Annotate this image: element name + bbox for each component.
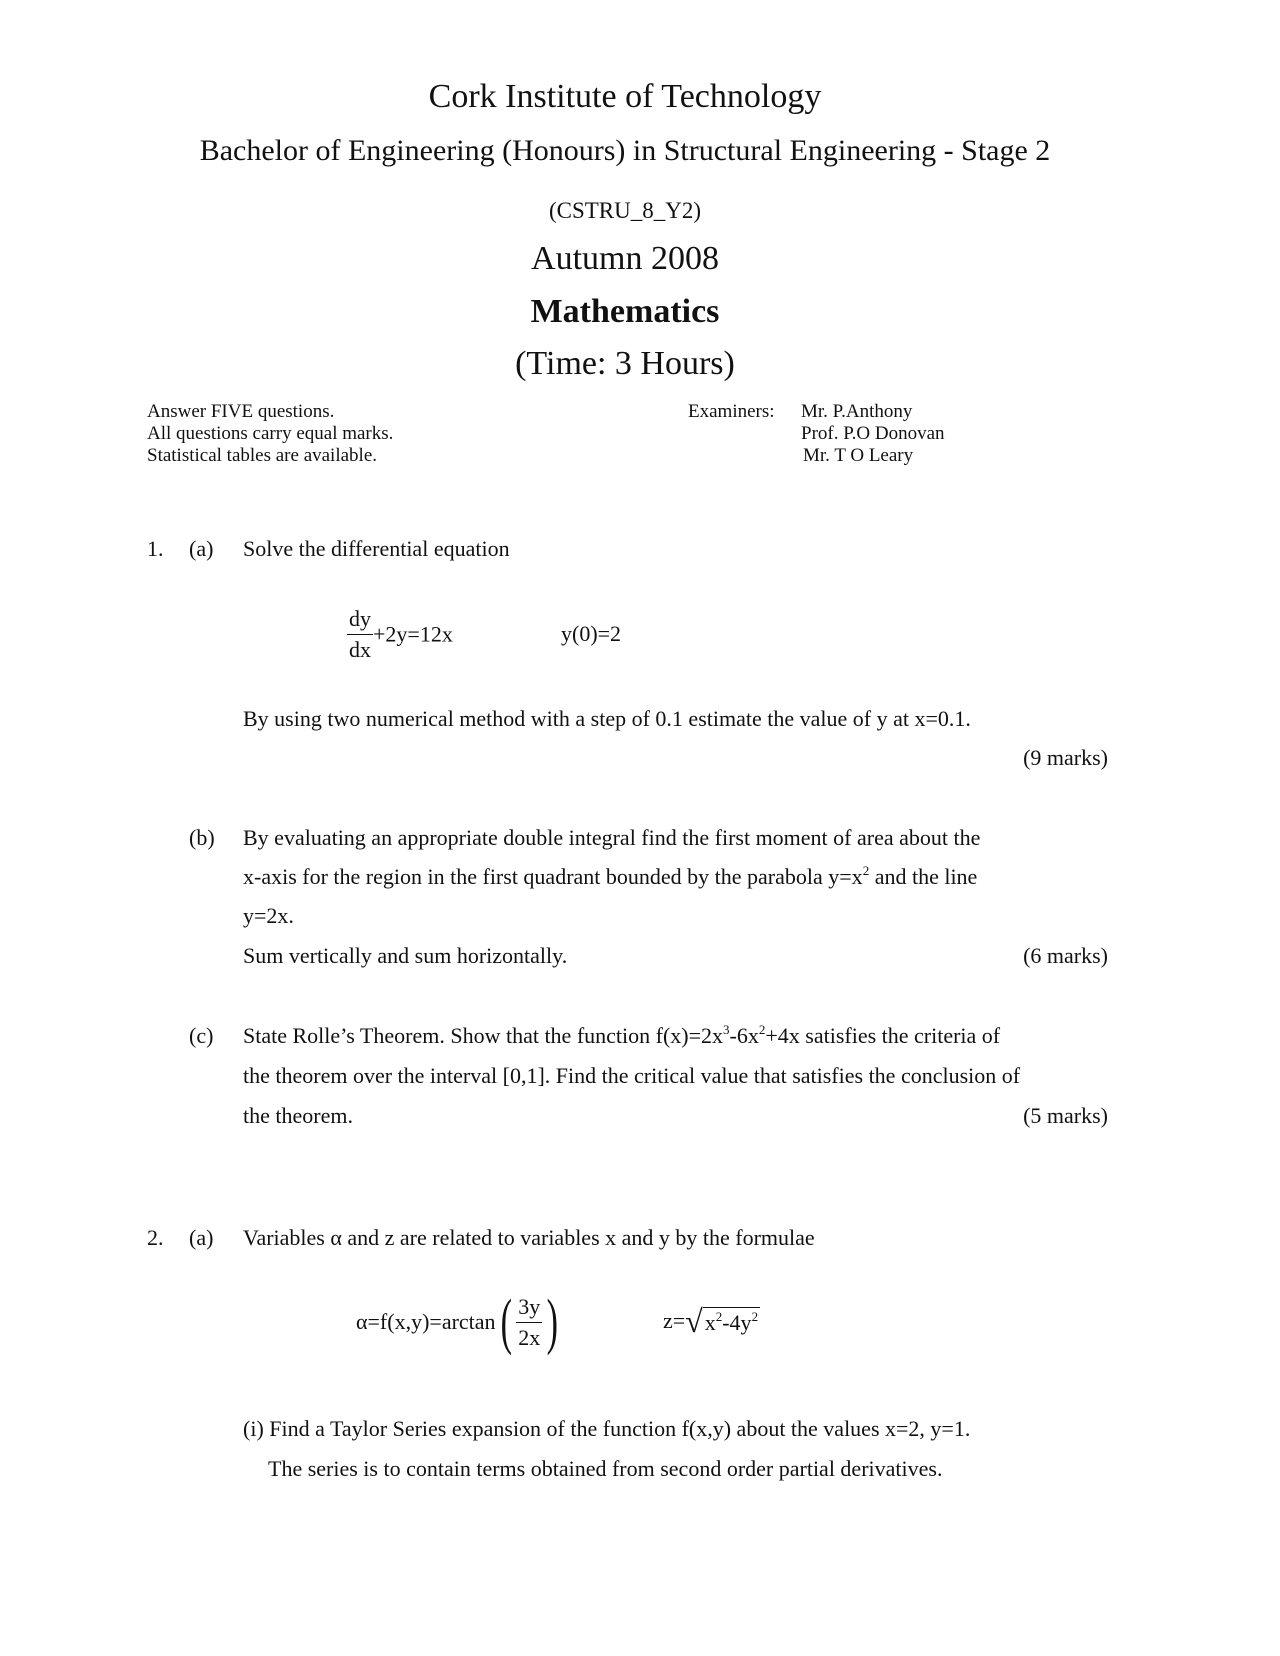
q2a-intro: Variables α and z are related to variables x and y by the formulae: [243, 1225, 815, 1250]
q2a-i-line2: The series is to contain terms obtained from second order partial derivatives.: [268, 1456, 943, 1481]
examiner-name: Prof. P.O Donovan: [801, 423, 945, 444]
q1c-line1: State Rolle’s Theorem. Show that the function $f(x)=2x^3-6x^2+4x$ satisfies the criteria of: [243, 1022, 1001, 1048]
part-label: (a): [189, 536, 214, 561]
part-label: (c): [189, 1023, 214, 1048]
q1a-differential-equation: $\frac{dy}{dx}$ +2y=12x: [349, 606, 453, 662]
examiners-list: [801, 401, 945, 467]
q1c-line3: the theorem.: [243, 1103, 353, 1128]
question-number: 1.: [147, 536, 164, 561]
q1b-line4: Sum vertically and sum horizontally.: [243, 943, 568, 968]
sqrt-symbol: $√x^2-4y^2$: [685, 1303, 759, 1339]
q1c-line2: the theorem over the interval [0,1]. Find the critical value that satisfies the conclusion of: [243, 1063, 1021, 1088]
q1c-marks: (5 marks): [1023, 1103, 1108, 1128]
q1b-line2: x-axis for the region in the first quadrant bounded by the parabola $y=x^2$ and the line: [243, 863, 978, 889]
q2a-i-line1: (i) Find a Taylor Series expansion of the function f(x,y) about the values x=2, y=1.: [243, 1416, 971, 1441]
examiner-name: Mr. T O Leary: [803, 445, 914, 466]
instruction-line: Statistical tables are available.: [147, 445, 378, 466]
institution-title: Cork Institute of Technology: [428, 78, 822, 115]
q1a-intro: Solve the differential equation: [243, 536, 510, 561]
exam-term: Autumn 2008: [531, 240, 719, 277]
q1b-line1: By evaluating an appropriate double integral find the first moment of area about the: [243, 825, 981, 850]
q1a-marks: (9 marks): [1023, 745, 1108, 770]
exam-duration: (Time: 3 Hours): [515, 345, 735, 382]
course-code: (CSTRU_8_Y2): [548, 198, 702, 223]
instruction-line: Answer FIVE questions.: [147, 401, 335, 422]
instructions: [147, 401, 393, 467]
instruction-line: All questions carry equal marks.: [147, 423, 394, 444]
subject-title: Mathematics: [530, 293, 720, 330]
part-label: (a): [189, 1225, 214, 1250]
derivative-fraction: $\frac{dy}{dx}$: [349, 606, 371, 662]
q1b-marks: (6 marks): [1023, 943, 1108, 968]
examiner-name: Mr. P.Anthony: [801, 401, 913, 422]
arctan-fraction: $\frac{3y}{2x}$: [518, 1293, 541, 1350]
q2a-arctan-formula: α=f(x,y)=arctan( $\frac{3y}{2x}$ ): [356, 1288, 559, 1356]
q1b-line3: y=2x.: [243, 903, 294, 928]
q2a-z-formula: $z=√x^2-4y^2$: [663, 1303, 759, 1339]
q1a-initial-condition: y(0)=2: [561, 621, 622, 646]
q1a-text: By using two numerical method with a step of 0.1 estimate the value of y at x=0.1.: [243, 706, 971, 731]
part-label: (b): [189, 825, 215, 850]
programme-title: Bachelor of Engineering (Honours) in Structural Engineering - Stage 2: [199, 134, 1051, 167]
examiners-label: Examiners:: [688, 401, 775, 422]
question-number: 2.: [147, 1225, 164, 1250]
